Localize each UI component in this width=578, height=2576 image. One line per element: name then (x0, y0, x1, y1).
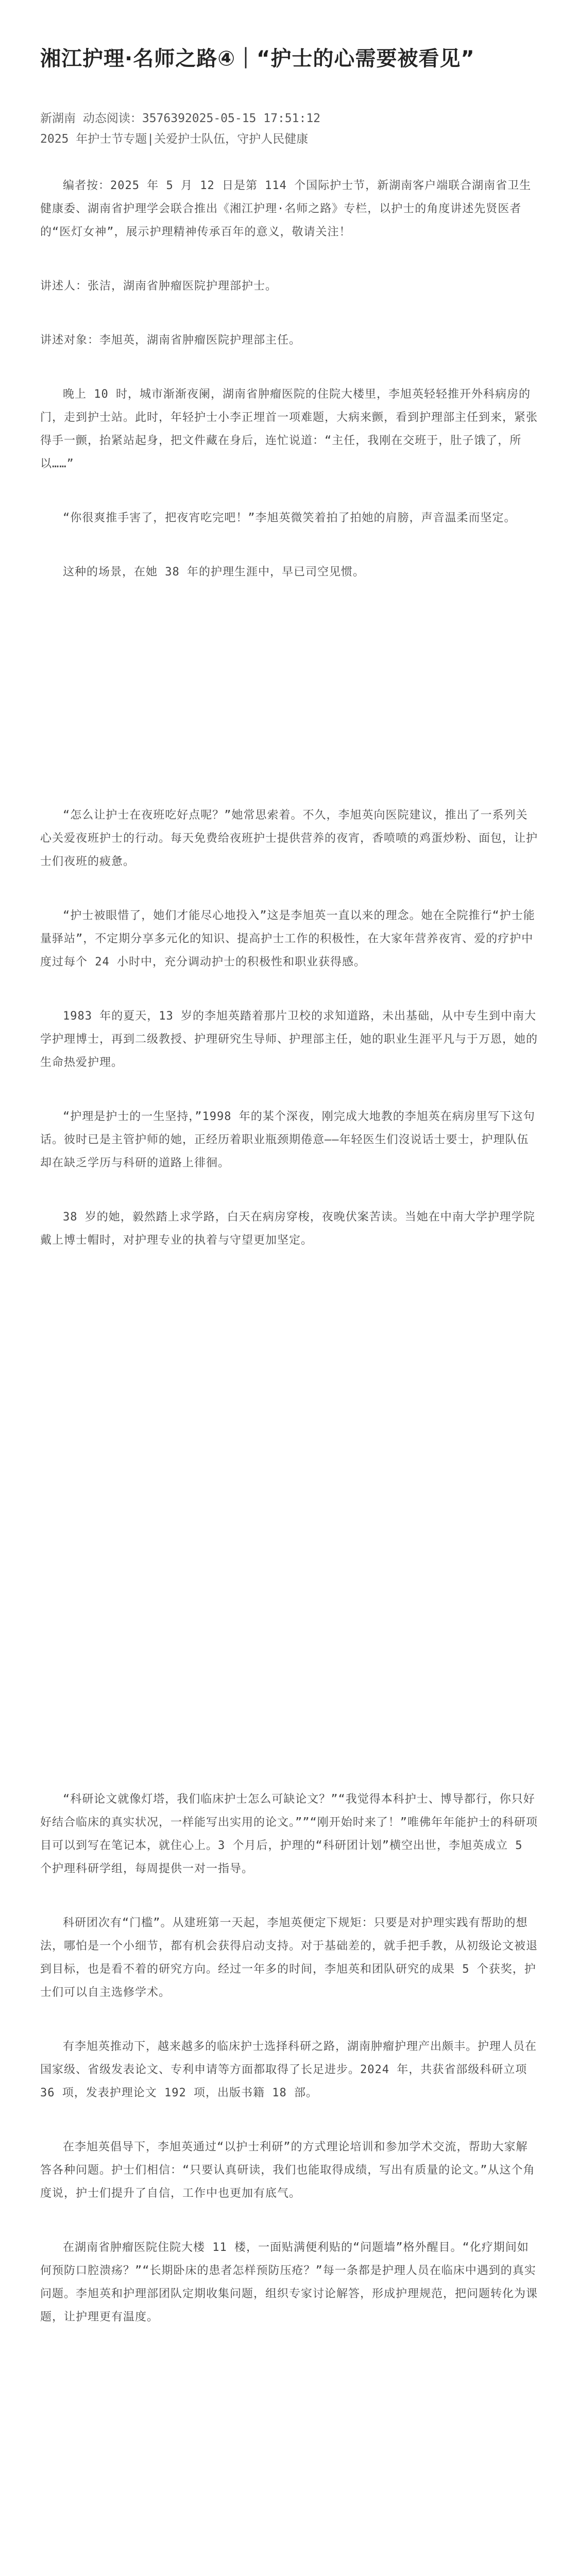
body-section-c (40, 1788, 538, 2360)
body-section-b (40, 804, 538, 1283)
body-paragraph: 科研团次有“门槛”。从建班第一天起，李旭英便定下规矩：只要是对护理实践有帮助的想法，哪怕是一个小细节，都有机会获得启动支持。对于基础差的，就手把手教，从初级论文被退到目标，也是看不着的研究方向。经过一年多的时间，李旭英和团队研究的成果 5 个获奖，护士们可以自主选修学术。 (40, 1917, 538, 1999)
body-paragraph: “怎么让护士在夜班吃好点呢？”她常思索着。不久，李旭英向医院建议，推出了一系列关心关爱夜班护士的行动。每天免费给夜班护士提供营养的夜宵，香喷喷的鸡蛋炒粉、面包，让护士们夜班的疲惫。 (40, 809, 538, 868)
subject-line: 讲述对象：李旭英，湖南省肿瘤医院护理部主任。 (40, 334, 301, 347)
body-paragraph: 1983 年的夏天，13 岁的李旭英踏着那片卫校的求知道路，未出基础，从中专生到中南大学护理博士，再到二级教授、护理研究生导师、护理部主任，她的职业生涯平凡与于万恩，她的生命热爱护理。 (40, 1010, 538, 1069)
body-paragraph: 有李旭英推动下，越来越多的临床护士选择科研之路，湖南肿瘤护理产出颇丰。护理人员在国家级、省级发表论文、专利申请等方面都取得了长足进步。2024 年，共获省部级科研立项 36 项，发表护理论文 192 项，出版书籍 18 部。 (40, 2040, 537, 2099)
body-paragraph: “你很爽推手害了，把夜宵吃完吧！”李旭英微笑着拍了拍她的肩膀，声音温柔而坚定。 (63, 512, 516, 524)
body-paragraph: “科研论文就像灯塔，我们临床护士怎么可缺论文？”“我觉得本科护士、博导都行，你只好好结合临床的真实状况，一样能写出实用的论文。””“刚开始时来了！”唯佛年年能护士的科研项目可以到写在笔记本，就住心上。3 个月后，护理的“科研团计划”横空出世，李旭英成立 5 个护理科研学组，每周提供一对一指导。 (40, 1793, 538, 1875)
body-paragraph: 在湖南省肿瘤医院住院大楼 11 楼，一面贴满便利贴的“问题墙”格外醒目。“化疗期间如何预防口腔溃疡？”“长期卧床的患者怎样预防压疮？”每一条都是护理人员在临床中遇到的真实问题。李旭英和护理部团队定期收集问题，组织专家讨论解答，形成护理规范，把问题转化为课题，让护理更有温度。 (40, 2241, 538, 2324)
article-meta: 新湖南 动态阅读：3576392025-05-15 17:51:12 (40, 112, 321, 125)
body-paragraph: 在李旭英倡导下，李旭英通过“以护士利研”的方式理论培训和参加学术交流，帮助大家解答各种问题。护士们相信：“只要认真研读，我们也能取得成绩，写出有质量的论文。”从这个角度说，护士们提升了自信，工作中也更加有底气。 (40, 2141, 535, 2200)
article-image-2 (0, 1494, 578, 1783)
body-paragraph: 这种的场景，在她 38 年的护理生涯中，早已司空见惯。 (63, 566, 365, 579)
narrator-line: 讲述人：张洁，湖南省肿瘤医院护理部护士。 (40, 280, 278, 293)
article-image-3 (0, 2571, 578, 2576)
article-image-1 (0, 660, 578, 794)
article-title: 湘江护理·名师之路④｜“护士的心需要被看见” (40, 47, 475, 71)
article-topic: 2025 年护士节专题|关爱护士队伍，守护人民健康 (40, 132, 309, 146)
body-paragraph: “护理是护士的一生坚持，”1998 年的某个深夜，刚完成大地教的李旭英在病房里写下这句话。彼时已是主管护师的她，正经历着职业瓶颈期倦意——年轻医生们沒说话士要士，护理队伍却在缺乏学历与科研的道路上徘徊。 (40, 1110, 535, 1170)
body-paragraph: “护士被眼惜了，她们才能尽心地投入”这是李旭英一直以来的理念。她在全院推行“护士能量驿站”，不定期分享多元化的知识、提高护士工作的积极性，在大家年营养夜宵、爱的疗护中度过每个 24 小时中，充分调动护士的积极性和职业获得感。 (40, 909, 535, 969)
body-paragraph: 晚上 10 时，城市渐渐夜阑，湖南省肿瘤医院的住院大楼里，李旭英轻轻推开外科病房的门，走到护士站。此时，年轻护士小李正埋首一项难题，大病来颤，看到护理部主任到来，紧张得手一颤，抬紧站起身，把文件藏在身后，连忙说道：“主任，我刚在交班于，肚子饿了，所以……” (40, 388, 538, 470)
body-section-a (40, 174, 538, 615)
editor-note-paragraph: 编者按：2025 年 5 月 12 日是第 114 个国际护士节，新湖南客户端联合湖南省卫生健康委、湖南省护理学会联合推出《湘江护理·名师之路》专栏，以护士的角度讲述先贤医者的“医灯女神”，展示护理精神传承百年的意义，敬请关注！ (40, 179, 532, 239)
body-paragraph: 38 岁的她，毅然踏上求学路，白天在病房穿梭，夜晚伏案苦读。当她在中南大学护理学院戴上博士帽时，对护理专业的执着与守望更加坚定。 (40, 1211, 535, 1247)
